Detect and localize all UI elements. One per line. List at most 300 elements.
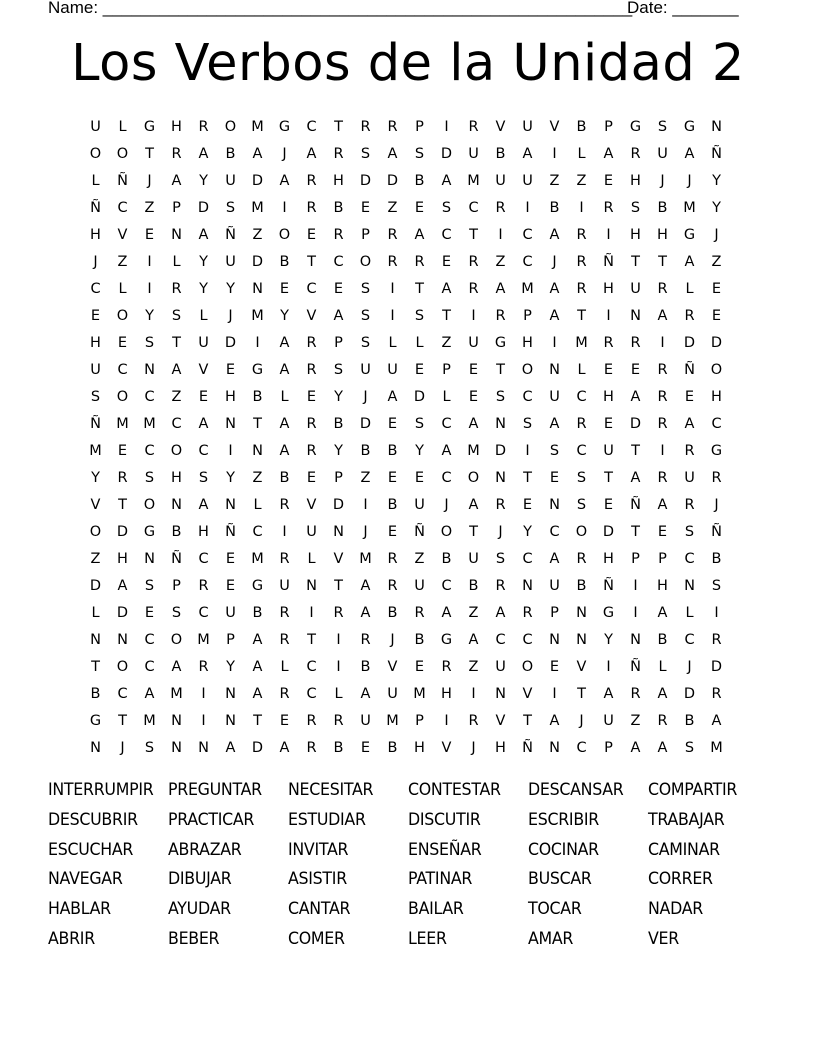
grid-letter: U [225,172,236,189]
grid-letter: U [630,280,641,297]
grid-letter: I [336,658,341,675]
grid-letter: R [657,280,668,297]
grid-letter: H [711,388,722,405]
grid-letter: S [684,739,695,756]
grid-letter: U [603,442,614,459]
grid-letter: A [171,361,182,378]
grid-letter: S [576,469,587,486]
grid-letter: D [89,577,102,594]
grid-letter: D [224,334,237,351]
grid-letter: A [252,145,263,162]
grid-letter: B [387,604,398,621]
grid-letter: E [387,415,398,432]
grid-letter: I [525,442,530,459]
grid-letter: A [441,280,452,297]
grid-letter: N [144,361,155,378]
grid-letter: H [333,172,344,189]
grid-letter: O [359,253,372,270]
grid-row [82,464,730,491]
word-list-item: DISCUTIR [408,809,481,830]
grid-letter: J [390,631,395,648]
grid-letter: R [603,334,614,351]
word-list [48,778,768,957]
grid-letter: B [225,145,236,162]
grid-letter: B [441,550,452,567]
grid-letter: D [602,523,615,540]
grid-letter: C [684,631,695,648]
grid-letter: A [441,604,452,621]
grid-letter: N [549,496,560,513]
grid-letter: A [279,172,290,189]
grid-row [82,113,730,140]
grid-letter: N [225,712,236,729]
grid-letter: J [687,172,692,189]
grid-letter: N [252,280,263,297]
grid-letter: S [630,199,641,216]
grid-letter: D [494,442,507,459]
grid-letter: C [522,631,533,648]
word-list-item: HABLAR [48,899,111,920]
grid-letter: M [521,280,534,297]
grid-letter: M [413,685,426,702]
grid-letter: I [633,604,638,621]
grid-letter: C [171,415,182,432]
grid-letter: A [441,172,452,189]
grid-letter: D [629,415,642,432]
grid-letter: V [441,739,452,756]
grid-letter: U [90,361,101,378]
grid-letter: O [278,226,291,243]
grid-letter: Y [226,658,235,675]
grid-letter: U [549,388,560,405]
grid-letter: H [198,523,209,540]
grid-letter: R [387,577,398,594]
grid-letter: J [714,226,719,243]
word-list-item: DESCANSAR [528,780,624,800]
grid-letter: O [521,361,534,378]
grid-letter: M [575,334,588,351]
grid-letter: N [144,550,155,567]
grid-letter: Ñ [171,550,182,567]
grid-letter: C [306,118,317,135]
word-list-item: INVITAR [288,839,349,860]
grid-letter: T [523,712,532,729]
grid-letter: E [279,712,290,729]
grid-row [82,599,730,626]
grid-letter: V [306,307,317,324]
grid-letter: I [282,199,287,216]
grid-letter: V [117,226,128,243]
grid-letter: G [440,631,453,648]
grid-letter: A [387,145,398,162]
grid-letter: U [279,577,290,594]
grid-letter: S [360,307,371,324]
grid-letter: D [359,415,372,432]
grid-letter: I [660,334,665,351]
grid-letter: P [550,604,559,621]
grid-letter: V [522,685,533,702]
grid-letter: R [306,442,317,459]
word-list-item: DESCUBRIR [48,809,138,830]
grid-letter: Y [712,172,721,189]
grid-letter: V [495,118,506,135]
word-list-item: AYUDAR [168,899,231,920]
grid-letter: Ñ [711,145,722,162]
grid-letter: E [549,658,560,675]
grid-letter: E [549,469,560,486]
worksheet-header [48,0,748,18]
grid-letter: C [522,226,533,243]
grid-letter: R [495,577,506,594]
word-list-item: BAILAR [408,899,464,920]
grid-letter: O [89,523,102,540]
grid-letter: T [145,145,154,162]
grid-letter: I [363,496,368,513]
grid-row [82,518,730,545]
grid-letter: R [522,604,533,621]
grid-letter: R [279,631,290,648]
grid-letter: N [549,631,560,648]
grid-letter: R [171,280,182,297]
grid-letter: Y [415,442,424,459]
grid-letter: N [171,496,182,513]
grid-letter: P [631,550,640,567]
grid-letter: Z [252,226,263,243]
grid-letter: E [414,469,425,486]
grid-letter: M [683,199,696,216]
grid-letter: A [252,685,263,702]
grid-letter: H [657,577,668,594]
grid-letter: N [684,577,695,594]
grid-letter: S [495,550,506,567]
word-list-item: ESTUDIAR [288,809,366,830]
grid-letter: R [171,145,182,162]
grid-letter: A [198,145,209,162]
grid-letter: R [711,469,722,486]
grid-letter: I [525,199,530,216]
grid-letter: A [549,712,560,729]
grid-letter: P [604,739,613,756]
grid-letter: U [414,577,425,594]
grid-letter: S [144,334,155,351]
grid-letter: S [360,145,371,162]
grid-letter: T [469,523,478,540]
grid-letter: D [251,253,264,270]
grid-letter: R [657,415,668,432]
grid-letter: L [685,280,694,297]
grid-letter: C [441,469,452,486]
grid-row [82,329,730,356]
grid-letter: Z [414,550,425,567]
grid-letter: B [333,739,344,756]
grid-letter: A [441,442,452,459]
grid-letter: Ñ [522,739,533,756]
grid-letter: V [333,550,344,567]
grid-letter: N [576,604,587,621]
grid-letter: S [684,523,695,540]
grid-letter: V [198,361,209,378]
word-list-item: COMER [288,928,345,949]
grid-letter: R [387,550,398,567]
grid-letter: U [522,172,533,189]
grid-letter: T [469,226,478,243]
grid-letter: T [118,496,127,513]
grid-letter: R [414,253,425,270]
grid-letter: B [414,172,425,189]
grid-letter: B [684,712,695,729]
grid-letter: M [143,415,156,432]
grid-letter: A [252,658,263,675]
grid-letter: S [360,280,371,297]
grid-letter: I [201,685,206,702]
word-list-item: NECESITAR [288,780,374,800]
grid-letter: I [552,685,557,702]
grid-letter: I [444,712,449,729]
grid-letter: T [577,307,586,324]
grid-letter: H [603,388,614,405]
grid-letter: U [468,145,479,162]
grid-letter: U [306,523,317,540]
grid-letter: R [279,604,290,621]
grid-letter: D [386,172,399,189]
grid-letter: Y [91,469,100,486]
grid-row [82,410,730,437]
grid-letter: B [576,118,587,135]
grid-letter: Y [226,280,235,297]
grid-letter: A [468,496,479,513]
grid-letter: R [306,361,317,378]
grid-letter: N [576,631,587,648]
grid-letter: C [144,658,155,675]
grid-letter: S [90,388,101,405]
grid-letter: E [117,442,128,459]
grid-letter: M [710,739,723,756]
grid-letter: U [225,604,236,621]
grid-letter: C [522,388,533,405]
grid-letter: C [441,577,452,594]
grid-letter: T [253,712,262,729]
grid-letter: J [498,523,503,540]
grid-letter: S [225,199,236,216]
grid-letter: N [306,577,317,594]
grid-letter: R [657,469,668,486]
grid-letter: R [630,145,641,162]
grid-letter: U [198,334,209,351]
grid-letter: I [147,253,152,270]
grid-letter: A [414,226,425,243]
grid-letter: R [630,334,641,351]
grid-letter: J [282,145,287,162]
grid-letter: C [522,253,533,270]
grid-letter: P [415,118,424,135]
grid-letter: S [522,415,533,432]
grid-letter: A [549,307,560,324]
grid-letter: N [90,631,101,648]
grid-row [82,491,730,518]
word-list-item: AMAR [528,928,574,949]
grid-row [82,275,730,302]
grid-letter: P [442,361,451,378]
grid-letter: C [306,658,317,675]
grid-letter: B [252,604,263,621]
grid-letter: E [306,388,317,405]
grid-letter: R [495,496,506,513]
grid-letter: E [90,307,101,324]
grid-letter: T [307,631,316,648]
grid-letter: H [603,280,614,297]
grid-letter: P [172,577,181,594]
grid-letter: H [657,226,668,243]
grid-letter: C [495,631,506,648]
word-list-item: TRABAJAR [648,809,725,830]
grid-letter: S [711,577,722,594]
grid-letter: Z [117,253,128,270]
grid-letter: I [579,199,584,216]
grid-letter: A [657,685,668,702]
grid-letter: N [630,307,641,324]
grid-letter: R [576,253,587,270]
grid-letter: L [118,280,127,297]
grid-row [82,437,730,464]
grid-letter: T [118,712,127,729]
grid-letter: P [334,334,343,351]
grid-letter: M [116,415,129,432]
grid-letter: U [468,550,479,567]
date-field: Date: _______ [627,0,739,17]
grid-letter: C [252,523,263,540]
grid-letter: G [602,604,615,621]
grid-letter: I [390,307,395,324]
grid-letter: T [253,415,262,432]
grid-letter: S [414,307,425,324]
grid-letter: S [360,334,371,351]
grid-letter: C [198,442,209,459]
grid-letter: L [415,334,424,351]
grid-letter: H [630,226,641,243]
word-list-item: LEER [408,928,447,949]
grid-letter: U [90,118,101,135]
grid-letter: I [660,442,665,459]
grid-letter: E [603,361,614,378]
grid-letter: R [657,712,668,729]
grid-letter: D [683,685,696,702]
grid-letter: T [172,334,181,351]
grid-letter: N [549,739,560,756]
grid-letter: L [442,388,451,405]
grid-letter: A [603,145,614,162]
grid-letter: C [333,253,344,270]
grid-letter: H [441,685,452,702]
grid-letter: J [579,712,584,729]
grid-letter: N [171,226,182,243]
grid-letter: S [171,604,182,621]
grid-letter: J [660,172,665,189]
grid-letter: R [306,199,317,216]
grid-letter: R [576,280,587,297]
grid-letter: S [657,118,668,135]
grid-row [82,248,730,275]
grid-letter: C [468,199,479,216]
grid-letter: R [279,685,290,702]
grid-letter: O [710,361,723,378]
grid-letter: J [147,172,152,189]
grid-letter: L [280,388,289,405]
grid-letter: Ñ [603,253,614,270]
grid-letter: G [89,712,102,729]
grid-letter: H [630,172,641,189]
grid-letter: L [334,685,343,702]
grid-letter: J [363,388,368,405]
grid-letter: Z [252,469,263,486]
grid-letter: N [171,739,182,756]
grid-letter: Y [199,253,208,270]
grid-letter: Z [387,199,398,216]
grid-letter: A [495,604,506,621]
grid-row [82,626,730,653]
grid-letter: R [657,361,668,378]
grid-letter: S [144,469,155,486]
grid-letter: T [415,280,424,297]
grid-letter: Z [171,388,182,405]
grid-letter: S [414,415,425,432]
grid-letter: I [471,307,476,324]
grid-letter: L [577,145,586,162]
grid-letter: R [468,280,479,297]
grid-letter: R [684,307,695,324]
grid-letter: T [307,253,316,270]
grid-letter: E [144,604,155,621]
grid-letter: B [90,685,101,702]
grid-letter: O [89,145,102,162]
grid-letter: E [225,577,236,594]
grid-letter: S [144,577,155,594]
grid-letter: E [360,199,371,216]
page-title: Los Verbos de la Unidad 2 [71,34,745,93]
grid-letter: I [606,226,611,243]
grid-letter: B [333,199,344,216]
word-list-item: COCINAR [528,839,599,860]
grid-letter: G [683,226,696,243]
grid-letter: Y [334,388,343,405]
grid-letter: E [468,361,479,378]
grid-letter: A [171,172,182,189]
grid-letter: T [604,469,613,486]
grid-letter: A [360,685,371,702]
grid-letter: E [630,361,641,378]
grid-letter: U [225,253,236,270]
grid-letter: B [333,415,344,432]
grid-letter: J [363,523,368,540]
grid-letter: R [495,307,506,324]
grid-letter: T [577,685,586,702]
grid-letter: Y [280,307,289,324]
grid-letter: A [225,739,236,756]
grid-letter: J [552,253,557,270]
grid-letter: D [710,334,723,351]
grid-letter: G [710,442,723,459]
grid-letter: O [224,118,237,135]
grid-letter: I [714,604,719,621]
grid-letter: L [685,604,694,621]
grid-letter: A [117,577,128,594]
word-list-item: INTERRUMPIR [48,780,154,800]
grid-letter: B [360,442,371,459]
grid-letter: C [522,550,533,567]
word-list-item: CANTAR [288,899,351,920]
grid-letter: G [494,334,507,351]
grid-letter: L [658,658,667,675]
grid-letter: D [710,658,723,675]
